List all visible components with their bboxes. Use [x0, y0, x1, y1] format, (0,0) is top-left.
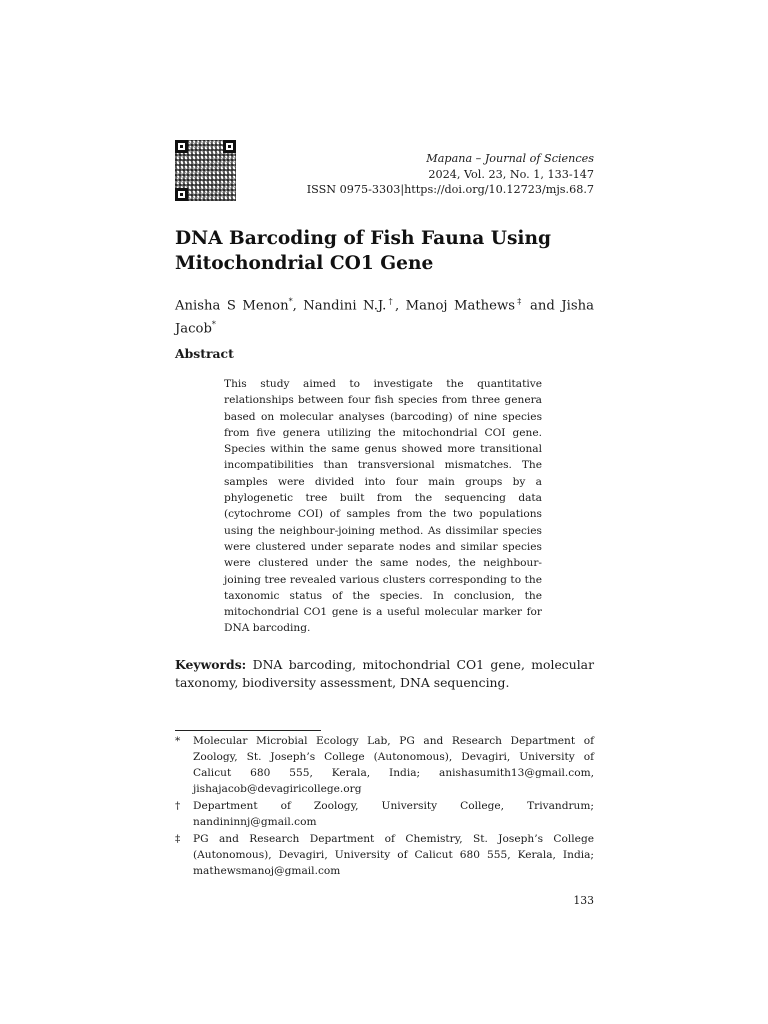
- abstract-heading: Abstract: [175, 346, 234, 361]
- author-name: Manoj Mathews: [405, 298, 515, 314]
- keywords-text: DNA barcoding, mitochondrial CO1 gene, molecular taxonomy, biodiversity assessment, DNA sequencing.: [175, 657, 594, 690]
- qr-code-icon: [175, 140, 236, 201]
- footnote: [175, 798, 594, 830]
- author-list: [175, 292, 594, 339]
- footnote: [175, 733, 594, 797]
- author-affiliation-mark: ‡: [515, 297, 524, 306]
- footnote: [175, 831, 594, 879]
- volume-line: 2024, Vol. 23, No. 1, 133-147: [428, 167, 594, 181]
- keywords-label: Keywords:: [175, 657, 247, 672]
- keywords: [175, 656, 594, 692]
- author-affiliation-mark: †: [386, 297, 395, 306]
- page-number: 133: [573, 894, 594, 907]
- abstract-text: This study aimed to investigate the quantitative relationships between four fish species from three genera based on molecular analyses (barcoding) of nine species from five genera utilizing the mitochondrial COI gene. Species within the same genus showed more transitional incompatibilities than transversional mismatches. The samples were divided into four main groups by a phylogenetic tree built from the sequencing data (cytochrome COI) of samples from the two populations using the neighbour-joining method. As dissimilar species were clustered under separate nodes and similar species were clustered under the same nodes, the neighbour-joining tree revealed various clusters corresponding to the taxonomic status of the species. In conclusion, the mitochondrial CO1 gene is a useful molecular marker for DNA barcoding.: [224, 378, 542, 635]
- qr-finder-top-right: [223, 140, 236, 153]
- footnote-mark: †: [175, 800, 181, 812]
- footnote-mark: *: [175, 735, 181, 747]
- footnotes: [175, 733, 594, 880]
- footnote-text: PG and Research Department of Chemistry, St. Joseph’s College (Autonomous), Devagiri, University of Calicut 680 555, Kerala, India; mathewsmanoj@gmail.com: [193, 833, 594, 877]
- author-separator: and: [523, 298, 562, 314]
- footnote-divider: [175, 730, 321, 731]
- article-title: DNA Barcoding of Fish Fauna Using Mitochondrial CO1 Gene: [175, 228, 552, 274]
- issn-doi-line: ISSN 0975-3303|https://doi.org/10.12723/mjs.68.7: [306, 183, 594, 196]
- journal-name: Mapana – Journal of Sciences: [426, 152, 594, 165]
- author-affiliation-mark: *: [211, 320, 216, 330]
- author-separator: ,: [292, 298, 304, 314]
- qr-finder-top-left: [175, 140, 188, 153]
- author-separator: ,: [394, 298, 406, 314]
- journal-header: [307, 151, 594, 198]
- qr-finder-bottom-left: [175, 188, 188, 201]
- footnote-text: Department of Zoology, University College, Trivandrum; nandininnj@gmail.com: [193, 800, 594, 828]
- footnote-text: Molecular Microbial Ecology Lab, PG and Research Department of Zoology, St. Joseph’s College (Autonomous), Devagiri, University of Calicut 680 555, Kerala, India; anishasumith13@gmail.com, jishajacob@devagiricollege.org: [193, 735, 594, 795]
- author-name: Anisha S Menon: [175, 298, 289, 314]
- author-name: Jisha Jacob: [175, 298, 594, 337]
- footnote-mark: ‡: [175, 833, 181, 845]
- author-name: Nandini N.J.: [303, 298, 387, 314]
- author-affiliation-mark: *: [288, 297, 293, 306]
